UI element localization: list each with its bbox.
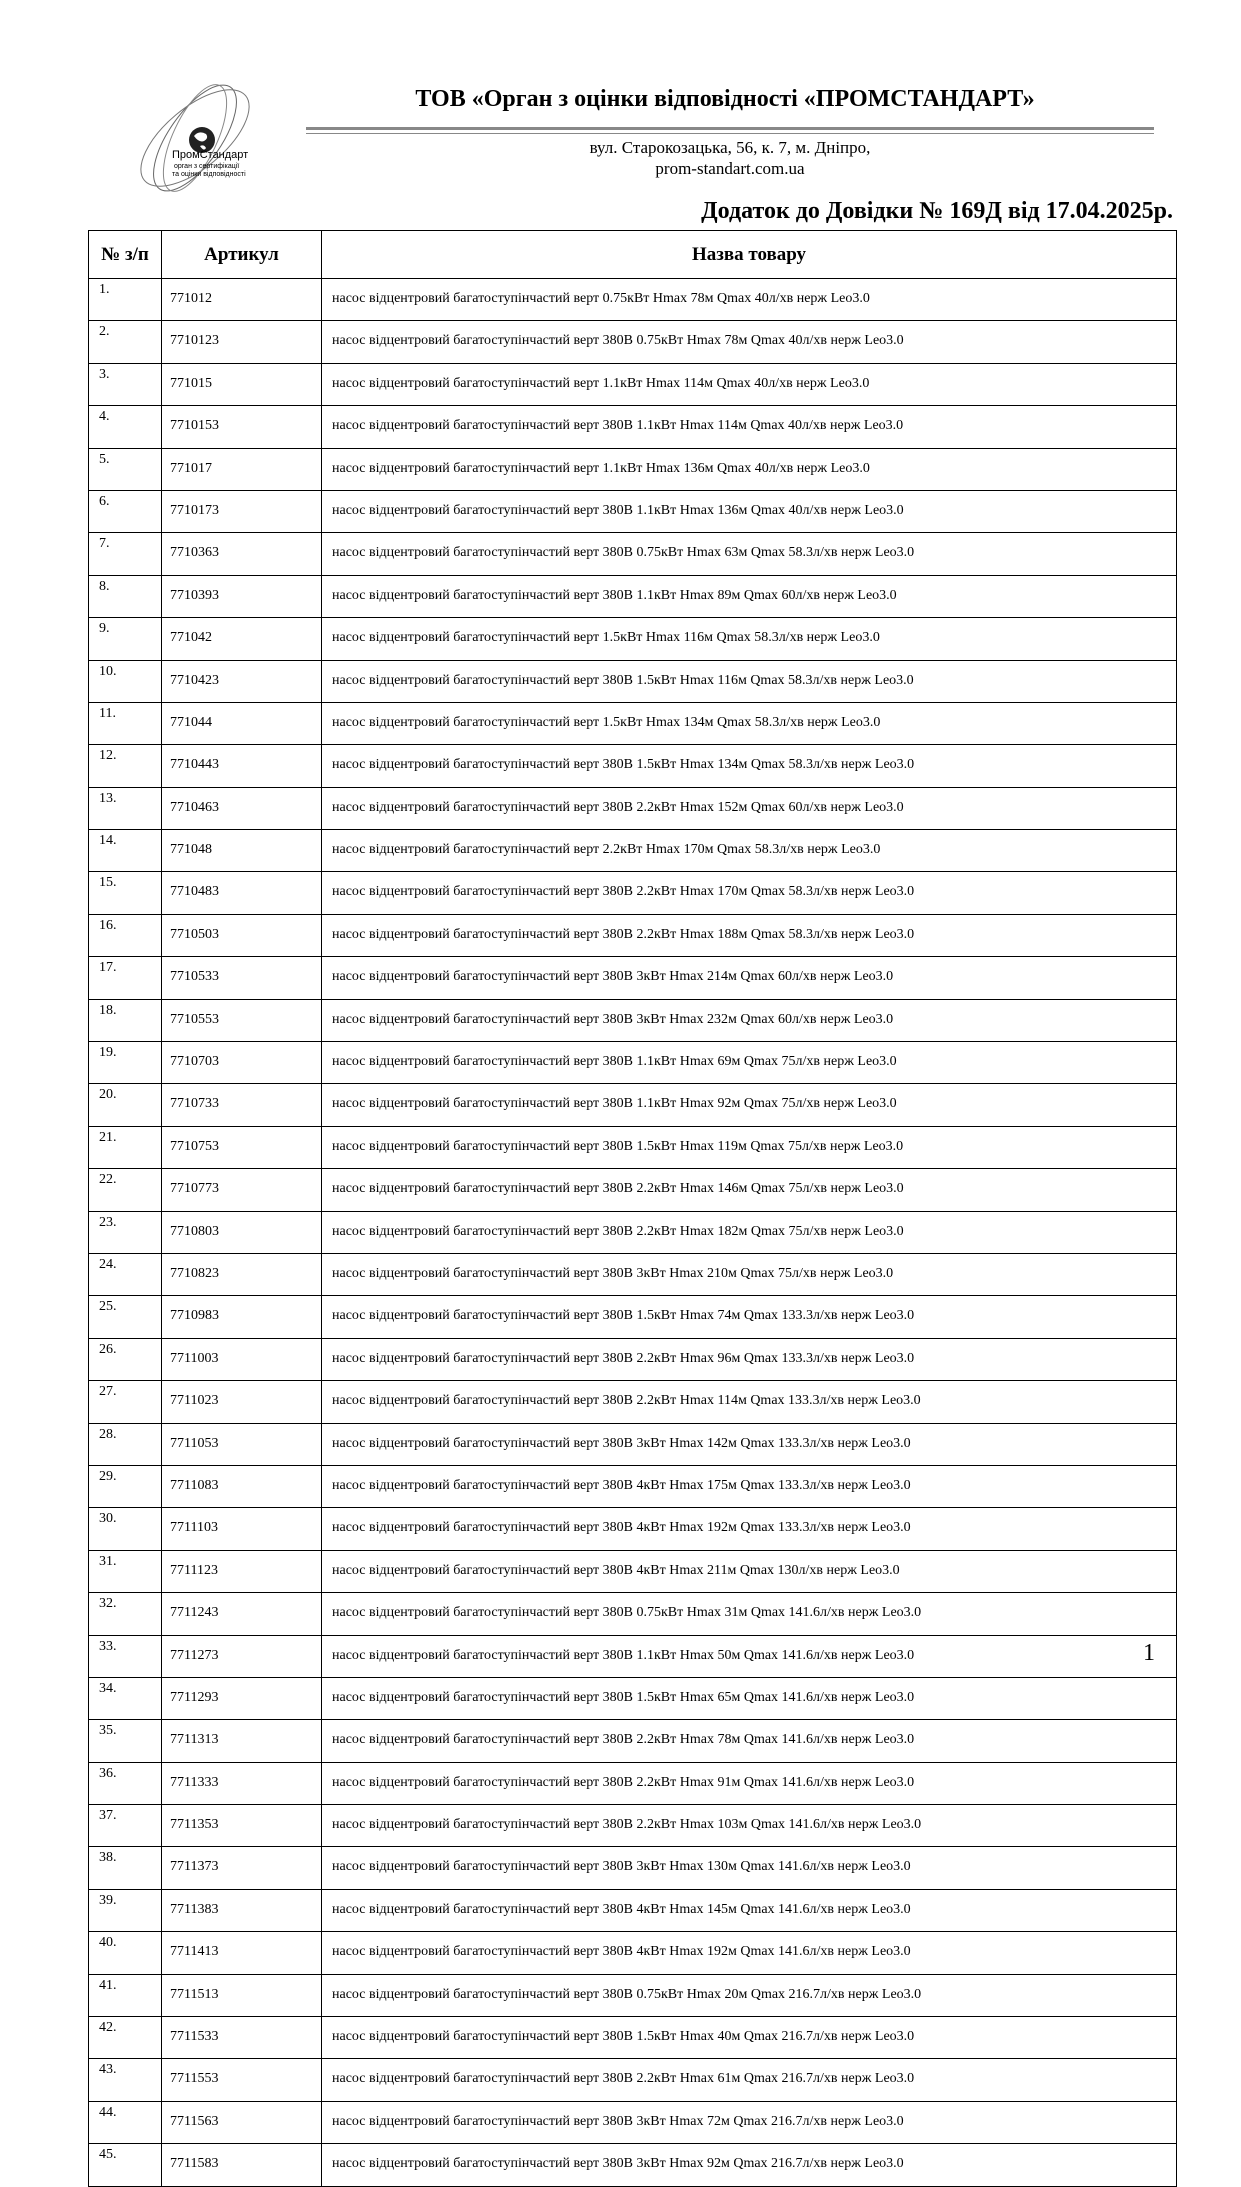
row-name: насос відцентровий багатоступінчастий верт 1.5кВт Hmax 116м Qmax 58.3л/хв нерж Leo3.0 — [322, 618, 1177, 660]
row-article: 771048 — [162, 830, 322, 872]
row-name: насос відцентровий багатоступінчастий верт 380В 2.2кВт Hmax 188м Qmax 58.3л/хв нерж Leo3.0 — [322, 914, 1177, 956]
table-row — [89, 745, 1177, 787]
table-row — [89, 406, 1177, 448]
table-row — [89, 448, 1177, 490]
row-article: 7710983 — [162, 1296, 322, 1338]
row-name: насос відцентровий багатоступінчастий верт 380В 2.2кВт Hmax 61м Qmax 216.7л/хв нерж Leo3.0 — [322, 2059, 1177, 2101]
table-row — [89, 830, 1177, 872]
row-name: насос відцентровий багатоступінчастий верт 380В 1.5кВт Hmax 116м Qmax 58.3л/хв нерж Leo3.0 — [322, 660, 1177, 702]
row-article: 7711563 — [162, 2101, 322, 2143]
table-row — [89, 1253, 1177, 1295]
row-article: 7711023 — [162, 1381, 322, 1423]
header-rule-thin — [306, 133, 1154, 134]
row-article: 771017 — [162, 448, 322, 490]
row-name: насос відцентровий багатоступінчастий верт 1.1кВт Hmax 114м Qmax 40л/хв нерж Leo3.0 — [322, 363, 1177, 405]
row-number: 45. — [89, 2144, 162, 2186]
row-article: 771044 — [162, 702, 322, 744]
row-number: 44. — [89, 2101, 162, 2143]
row-article: 7711083 — [162, 1465, 322, 1507]
row-name: насос відцентровий багатоступінчастий верт 380В 2.2кВт Hmax 78м Qmax 141.6л/хв нерж Leo3.0 — [322, 1720, 1177, 1762]
row-article: 7710553 — [162, 999, 322, 1041]
row-number: 31. — [89, 1550, 162, 1592]
row-number: 34. — [89, 1677, 162, 1719]
row-number: 3. — [89, 363, 162, 405]
row-number: 39. — [89, 1889, 162, 1931]
row-article: 7711583 — [162, 2144, 322, 2186]
table-row — [89, 2144, 1177, 2186]
address-block — [306, 137, 1154, 179]
row-name: насос відцентровий багатоступінчастий верт 1.5кВт Hmax 134м Qmax 58.3л/хв нерж Leo3.0 — [322, 702, 1177, 744]
row-number: 27. — [89, 1381, 162, 1423]
row-article: 7710393 — [162, 575, 322, 617]
row-name: насос відцентровий багатоступінчастий верт 380В 3кВт Hmax 92м Qmax 216.7л/хв нерж Leo3.0 — [322, 2144, 1177, 2186]
row-number: 10. — [89, 660, 162, 702]
row-article: 7711243 — [162, 1593, 322, 1635]
row-number: 12. — [89, 745, 162, 787]
row-name: насос відцентровий багатоступінчастий верт 380В 1.1кВт Hmax 50м Qmax 141.6л/хв нерж Leo3.0 — [322, 1635, 1177, 1677]
row-number: 8. — [89, 575, 162, 617]
row-number: 24. — [89, 1253, 162, 1295]
row-number: 16. — [89, 914, 162, 956]
row-article: 7710123 — [162, 321, 322, 363]
row-name: насос відцентровий багатоступінчастий верт 380В 3кВт Hmax 214м Qmax 60л/хв нерж Leo3.0 — [322, 957, 1177, 999]
row-article: 7710823 — [162, 1253, 322, 1295]
row-number: 1. — [89, 279, 162, 321]
table-row — [89, 1974, 1177, 2016]
row-number: 5. — [89, 448, 162, 490]
table-row — [89, 1762, 1177, 1804]
table-row — [89, 1889, 1177, 1931]
table-row — [89, 1847, 1177, 1889]
row-article: 7711273 — [162, 1635, 322, 1677]
row-number: 7. — [89, 533, 162, 575]
logo-sub-text-2: та оцінки відповідності — [172, 171, 246, 178]
header-rule-thick — [306, 127, 1154, 130]
row-number: 43. — [89, 2059, 162, 2101]
row-name: насос відцентровий багатоступінчастий верт 380В 4кВт Hmax 211м Qmax 130л/хв нерж Leo3.0 — [322, 1550, 1177, 1592]
row-name: насос відцентровий багатоступінчастий верт 380В 1.5кВт Hmax 74м Qmax 133.3л/хв нерж Leo3.0 — [322, 1296, 1177, 1338]
table-header-row — [89, 231, 1177, 279]
table-row — [89, 1296, 1177, 1338]
row-name: насос відцентровий багатоступінчастий верт 380В 3кВт Hmax 232м Qmax 60л/хв нерж Leo3.0 — [322, 999, 1177, 1041]
row-article: 7710423 — [162, 660, 322, 702]
row-name: насос відцентровий багатоступінчастий верт 380В 0.75кВт Hmax 31м Qmax 141.6л/хв нерж Leo3.0 — [322, 1593, 1177, 1635]
row-name: насос відцентровий багатоступінчастий верт 380В 1.1кВт Hmax 89м Qmax 60л/хв нерж Leo3.0 — [322, 575, 1177, 617]
row-article: 7711103 — [162, 1508, 322, 1550]
table-row — [89, 957, 1177, 999]
row-number: 22. — [89, 1169, 162, 1211]
row-name: насос відцентровий багатоступінчастий верт 380В 4кВт Hmax 145м Qmax 141.6л/хв нерж Leo3.0 — [322, 1889, 1177, 1931]
products-table — [88, 230, 1177, 2187]
row-article: 7711383 — [162, 1889, 322, 1931]
row-number: 41. — [89, 1974, 162, 2016]
table-row — [89, 279, 1177, 321]
row-article: 7710443 — [162, 745, 322, 787]
row-article: 7710733 — [162, 1084, 322, 1126]
logo-main-text: ПромСтандарт — [172, 149, 249, 161]
row-number: 21. — [89, 1126, 162, 1168]
table-row — [89, 1381, 1177, 1423]
row-name: насос відцентровий багатоступінчастий верт 380В 2.2кВт Hmax 103м Qmax 141.6л/хв нерж Leo3.0 — [322, 1805, 1177, 1847]
table-row — [89, 1550, 1177, 1592]
company-logo — [120, 58, 270, 218]
row-article: 7710153 — [162, 406, 322, 448]
table-body — [89, 279, 1177, 2187]
row-article: 771012 — [162, 279, 322, 321]
row-name: насос відцентровий багатоступінчастий верт 380В 2.2кВт Hmax 170м Qmax 58.3л/хв нерж Leo3.0 — [322, 872, 1177, 914]
row-name: насос відцентровий багатоступінчастий верт 380В 1.5кВт Hmax 134м Qmax 58.3л/хв нерж Leo3.0 — [322, 745, 1177, 787]
row-article: 7711353 — [162, 1805, 322, 1847]
row-number: 42. — [89, 2017, 162, 2059]
organization-title: ТОВ «Орган з оцінки відповідності «ПРОМСТАНДАРТ» — [415, 86, 1035, 112]
row-name: насос відцентровий багатоступінчастий верт 380В 2.2кВт Hmax 152м Qmax 60л/хв нерж Leo3.0 — [322, 787, 1177, 829]
row-number: 9. — [89, 618, 162, 660]
row-number: 26. — [89, 1338, 162, 1380]
table-row — [89, 363, 1177, 405]
row-article: 7710533 — [162, 957, 322, 999]
row-number: 20. — [89, 1084, 162, 1126]
table-row — [89, 1677, 1177, 1719]
row-number: 6. — [89, 490, 162, 532]
row-name: насос відцентровий багатоступінчастий верт 380В 1.5кВт Hmax 119м Qmax 75л/хв нерж Leo3.0 — [322, 1126, 1177, 1168]
table-row — [89, 490, 1177, 532]
row-name: насос відцентровий багатоступінчастий верт 380В 0.75кВт Hmax 78м Qmax 40л/хв нерж Leo3.0 — [322, 321, 1177, 363]
row-number: 30. — [89, 1508, 162, 1550]
table-row — [89, 2017, 1177, 2059]
row-name: насос відцентровий багатоступінчастий верт 380В 4кВт Hmax 192м Qmax 133.3л/хв нерж Leo3.0 — [322, 1508, 1177, 1550]
table-row — [89, 1932, 1177, 1974]
row-name: насос відцентровий багатоступінчастий верт 380В 2.2кВт Hmax 146м Qmax 75л/хв нерж Leo3.0 — [322, 1169, 1177, 1211]
row-number: 25. — [89, 1296, 162, 1338]
row-article: 7710503 — [162, 914, 322, 956]
table-row — [89, 999, 1177, 1041]
row-name: насос відцентровий багатоступінчастий верт 380В 2.2кВт Hmax 114м Qmax 133.3л/хв нерж Leo3.0 — [322, 1381, 1177, 1423]
row-article: 7710363 — [162, 533, 322, 575]
row-number: 23. — [89, 1211, 162, 1253]
table-row — [89, 1720, 1177, 1762]
appendix-title: Додаток до Довідки № 169Д від 17.04.2025р. — [701, 198, 1173, 224]
header-num: № з/п — [89, 231, 162, 279]
table-row — [89, 575, 1177, 617]
row-number: 19. — [89, 1042, 162, 1084]
row-article: 7711373 — [162, 1847, 322, 1889]
row-number: 15. — [89, 872, 162, 914]
row-article: 7711313 — [162, 1720, 322, 1762]
table-row — [89, 618, 1177, 660]
row-number: 18. — [89, 999, 162, 1041]
row-article: 7711293 — [162, 1677, 322, 1719]
row-article: 7710463 — [162, 787, 322, 829]
header-article: Артикул — [162, 231, 322, 279]
row-name: насос відцентровий багатоступінчастий верт 380В 0.75кВт Hmax 63м Qmax 58.3л/хв нерж Leo3.0 — [322, 533, 1177, 575]
address-line: вул. Старокозацька, 56, к. 7, м. Дніпро, — [589, 138, 871, 157]
row-number: 2. — [89, 321, 162, 363]
row-number: 36. — [89, 1762, 162, 1804]
row-name: насос відцентровий багатоступінчастий верт 380В 2.2кВт Hmax 96м Qmax 133.3л/хв нерж Leo3.0 — [322, 1338, 1177, 1380]
row-number: 28. — [89, 1423, 162, 1465]
row-name: насос відцентровий багатоступінчастий верт 380В 1.5кВт Hmax 65м Qmax 141.6л/хв нерж Leo3.0 — [322, 1677, 1177, 1719]
row-name: насос відцентровий багатоступінчастий верт 380В 0.75кВт Hmax 20м Qmax 216.7л/хв нерж Leo3.0 — [322, 1974, 1177, 2016]
row-name: насос відцентровий багатоступінчастий верт 380В 2.2кВт Hmax 91м Qmax 141.6л/хв нерж Leo3.0 — [322, 1762, 1177, 1804]
row-article: 7710483 — [162, 872, 322, 914]
row-number: 32. — [89, 1593, 162, 1635]
row-number: 14. — [89, 830, 162, 872]
row-number: 11. — [89, 702, 162, 744]
table-row — [89, 702, 1177, 744]
row-number: 35. — [89, 1720, 162, 1762]
row-name: насос відцентровий багатоступінчастий верт 380В 3кВт Hmax 72м Qmax 216.7л/хв нерж Leo3.0 — [322, 2101, 1177, 2143]
row-number: 40. — [89, 1932, 162, 1974]
table-row — [89, 1635, 1177, 1677]
table-row — [89, 1593, 1177, 1635]
row-number: 13. — [89, 787, 162, 829]
table-row — [89, 533, 1177, 575]
row-name: насос відцентровий багатоступінчастий верт 380В 1.1кВт Hmax 114м Qmax 40л/хв нерж Leo3.0 — [322, 406, 1177, 448]
table-row — [89, 2101, 1177, 2143]
row-name: насос відцентровий багатоступінчастий верт 380В 3кВт Hmax 142м Qmax 133.3л/хв нерж Leo3.0 — [322, 1423, 1177, 1465]
table-row — [89, 787, 1177, 829]
table-row — [89, 2059, 1177, 2101]
page-number: 1 — [1143, 1640, 1155, 1666]
table-row — [89, 1084, 1177, 1126]
table-row — [89, 872, 1177, 914]
row-article: 7710803 — [162, 1211, 322, 1253]
row-name: насос відцентровий багатоступінчастий верт 380В 1.1кВт Hmax 69м Qmax 75л/хв нерж Leo3.0 — [322, 1042, 1177, 1084]
row-number: 29. — [89, 1465, 162, 1507]
row-number: 38. — [89, 1847, 162, 1889]
row-number: 37. — [89, 1805, 162, 1847]
table-row — [89, 1805, 1177, 1847]
row-number: 4. — [89, 406, 162, 448]
row-article: 7711123 — [162, 1550, 322, 1592]
table-row — [89, 321, 1177, 363]
row-name: насос відцентровий багатоступінчастий верт 380В 1.1кВт Hmax 92м Qmax 75л/хв нерж Leo3.0 — [322, 1084, 1177, 1126]
row-name: насос відцентровий багатоступінчастий верт 380В 4кВт Hmax 175м Qmax 133.3л/хв нерж Leo3.0 — [322, 1465, 1177, 1507]
row-article: 7710753 — [162, 1126, 322, 1168]
row-article: 7711413 — [162, 1932, 322, 1974]
row-article: 771015 — [162, 363, 322, 405]
row-name: насос відцентровий багатоступінчастий верт 380В 4кВт Hmax 192м Qmax 141.6л/хв нерж Leo3.0 — [322, 1932, 1177, 1974]
row-article: 7711053 — [162, 1423, 322, 1465]
row-name: насос відцентровий багатоступінчастий верт 380В 1.5кВт Hmax 40м Qmax 216.7л/хв нерж Leo3.0 — [322, 2017, 1177, 2059]
table-row — [89, 1465, 1177, 1507]
logo-orbits-icon — [120, 58, 270, 218]
table-row — [89, 1042, 1177, 1084]
table-row — [89, 914, 1177, 956]
table-row — [89, 1211, 1177, 1253]
table-row — [89, 1169, 1177, 1211]
table-row — [89, 1338, 1177, 1380]
row-name: насос відцентровий багатоступінчастий верт 380В 1.1кВт Hmax 136м Qmax 40л/хв нерж Leo3.0 — [322, 490, 1177, 532]
table-row — [89, 1508, 1177, 1550]
row-name: насос відцентровий багатоступінчастий верт 380В 3кВт Hmax 130м Qmax 141.6л/хв нерж Leo3.0 — [322, 1847, 1177, 1889]
row-article: 7710703 — [162, 1042, 322, 1084]
row-article: 7711003 — [162, 1338, 322, 1380]
row-name: насос відцентровий багатоступінчастий верт 0.75кВт Hmax 78м Qmax 40л/хв нерж Leo3.0 — [322, 279, 1177, 321]
row-name: насос відцентровий багатоступінчастий верт 2.2кВт Hmax 170м Qmax 58.3л/хв нерж Leo3.0 — [322, 830, 1177, 872]
row-number: 17. — [89, 957, 162, 999]
table-row — [89, 1126, 1177, 1168]
row-name: насос відцентровий багатоступінчастий верт 1.1кВт Hmax 136м Qmax 40л/хв нерж Leo3.0 — [322, 448, 1177, 490]
table-row — [89, 660, 1177, 702]
header-name: Назва товару — [322, 231, 1177, 279]
row-name: насос відцентровий багатоступінчастий верт 380В 3кВт Hmax 210м Qmax 75л/хв нерж Leo3.0 — [322, 1253, 1177, 1295]
row-article: 7710773 — [162, 1169, 322, 1211]
logo-sub-text-1: орган з сертифікації — [174, 163, 240, 170]
row-article: 7711553 — [162, 2059, 322, 2101]
row-article: 771042 — [162, 618, 322, 660]
row-article: 7711333 — [162, 1762, 322, 1804]
row-number: 33. — [89, 1635, 162, 1677]
row-article: 7711513 — [162, 1974, 322, 2016]
row-name: насос відцентровий багатоступінчастий верт 380В 2.2кВт Hmax 182м Qmax 75л/хв нерж Leo3.0 — [322, 1211, 1177, 1253]
website-line: prom-standart.com.ua — [655, 159, 805, 178]
table-row — [89, 1423, 1177, 1465]
row-article: 7711533 — [162, 2017, 322, 2059]
row-article: 7710173 — [162, 490, 322, 532]
